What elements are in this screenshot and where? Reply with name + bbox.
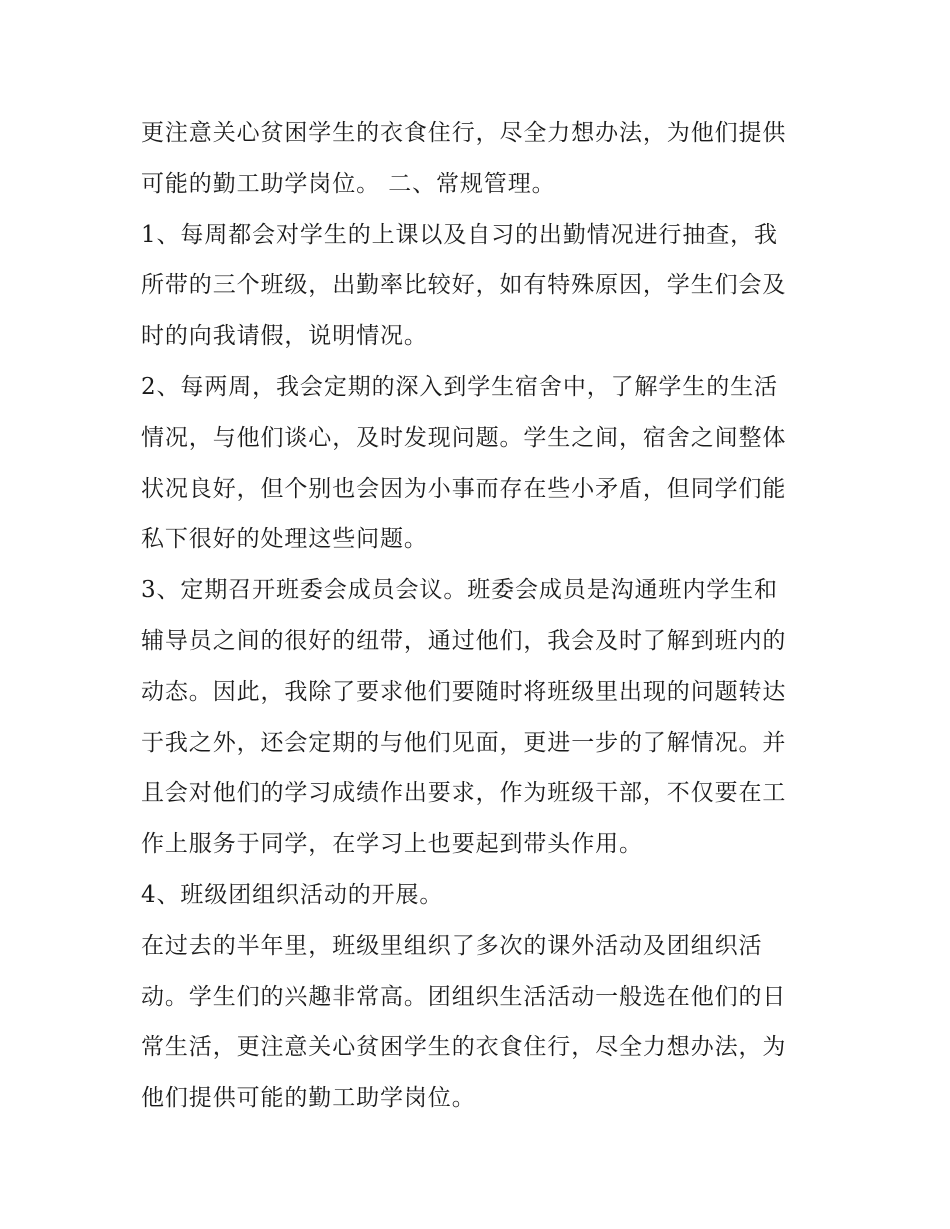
text-line-13: 于我之外，还会定期的与他们见面，更进一步的了解情况。并 (141, 729, 787, 756)
text-line-9: 私下很好的处理这些问题。 (141, 526, 428, 553)
text-line-4: 所带的三个班级，出勤率比较好，如有特殊原因，学生们会及 (141, 272, 787, 299)
text-line-10: 3、定期召开班委会成员会议。班委会成员是沟通班内学生和 (141, 577, 778, 604)
text-line-8: 状况良好，但个别也会因为小事而存在些小矛盾，但同学们能 (141, 475, 787, 502)
text-line-7: 情况，与他们谈心，及时发现问题。学生之间，宿舍之间整体 (141, 424, 787, 451)
text-line-20: 他们提供可能的勤工助学岗位。 (141, 1085, 476, 1112)
text-line-3: 1、每周都会对学生的上课以及自习的出勤情况进行抽查，我 (141, 221, 778, 248)
text-line-14: 且会对他们的学习成绩作出要求，作为班级干部，不仅要在工 (141, 780, 787, 807)
text-line-6: 2、每两周，我会定期的深入到学生宿舍中，了解学生的生活 (141, 373, 778, 400)
text-line-11: 辅导员之间的很好的纽带，通过他们，我会及时了解到班内的 (141, 627, 787, 654)
text-line-16: 4、班级团组织活动的开展。 (141, 881, 444, 908)
text-line-17: 在过去的半年里，班级里组织了多次的课外活动及团组织活 (141, 932, 763, 959)
text-line-18: 动。学生们的兴趣非常高。团组织生活活动一般选在他们的日 (141, 983, 787, 1010)
text-line-2: 可能的勤工助学岗位。 二、常规管理。 (141, 170, 556, 197)
text-line-12: 动态。因此，我除了要求他们要随时将班级里出现的问题转达 (141, 678, 787, 705)
text-line-15: 作上服务于同学，在学习上也要起到带头作用。 (141, 831, 643, 858)
document-body (141, 108, 821, 1124)
text-line-19: 常生活，更注意关心贫困学生的衣食住行，尽全力想办法，为 (141, 1034, 787, 1061)
text-line-1: 更注意关心贫困学生的衣食住行，尽全力想办法，为他们提供 (141, 120, 787, 146)
text-line-5: 时的向我请假，说明情况。 (141, 323, 428, 350)
